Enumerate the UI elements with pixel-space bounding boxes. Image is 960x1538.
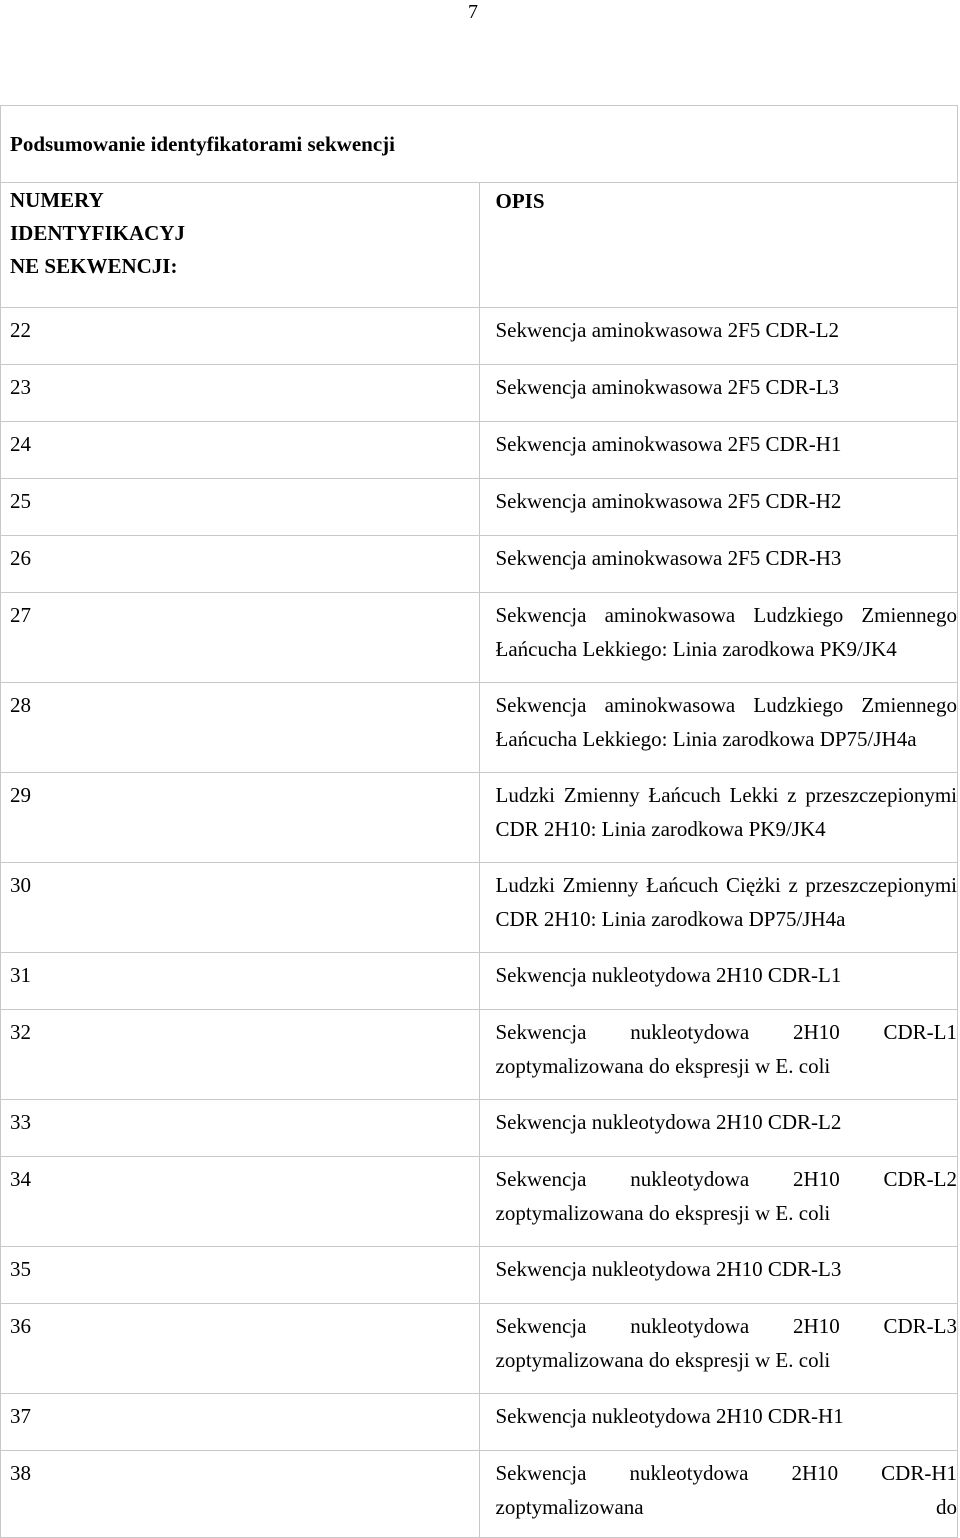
sequence-id-cell: 30 xyxy=(1,863,480,953)
sequence-id-cell: 38 xyxy=(1,1451,480,1538)
sequence-id-cell: 22 xyxy=(1,308,480,365)
sequence-description-cell: Sekwencja aminokwasowa Ludzkiego Zmiennego Łańcucha Lekkiego: Linia zarodkowa PK9/JK4 xyxy=(479,593,958,683)
sequence-id-cell: 37 xyxy=(1,1394,480,1451)
sequence-description-cell: Sekwencja aminokwasowa 2F5 CDR-H1 xyxy=(479,422,958,479)
header-id-line: NUMERY xyxy=(10,188,104,212)
sequence-description-cell: Sekwencja aminokwasowa 2F5 CDR-H3 xyxy=(479,536,958,593)
sequence-description-cell: Sekwencja nukleotydowa 2H10 CDR-L1 xyxy=(479,953,958,1010)
sequence-description-cell: Sekwencja nukleotydowa 2H10 CDR-L3 zoptymalizowana do ekspresji w E. coli xyxy=(479,1304,958,1394)
sequence-description-cell: Sekwencja nukleotydowa 2H10 CDR-L2 xyxy=(479,1100,958,1157)
sequence-id-cell: 28 xyxy=(1,683,480,773)
sequence-description-cell: Ludzki Zmienny Łańcuch Ciężki z przeszczepionymi CDR 2H10: Linia zarodkowa DP75/JH4a xyxy=(479,863,958,953)
sequence-id-cell: 32 xyxy=(1,1010,480,1100)
sequence-id-cell: 27 xyxy=(1,593,480,683)
sequence-description-cell: Sekwencja aminokwasowa 2F5 CDR-H2 xyxy=(479,479,958,536)
table-body xyxy=(1,308,958,1538)
header-id-column xyxy=(1,183,480,308)
table-row xyxy=(1,863,958,953)
table-row xyxy=(1,1010,958,1100)
sequence-summary-table xyxy=(0,105,958,1538)
sequence-description-cell: Sekwencja aminokwasowa Ludzkiego Zmiennego Łańcucha Lekkiego: Linia zarodkowa DP75/JH4a xyxy=(479,683,958,773)
sequence-description-cell: Sekwencja nukleotydowa 2H10 CDR-H1 xyxy=(479,1394,958,1451)
table-title: Podsumowanie identyfikatorami sekwencji xyxy=(1,106,958,183)
sequence-id-cell: 36 xyxy=(1,1304,480,1394)
sequence-description-cell: Sekwencja nukleotydowa 2H10 CDR-L2 zoptymalizowana do ekspresji w E. coli xyxy=(479,1157,958,1247)
header-id-line: NE SEKWENCJI: xyxy=(10,254,178,278)
sequence-id-cell: 31 xyxy=(1,953,480,1010)
table-row xyxy=(1,593,958,683)
sequence-id-cell: 23 xyxy=(1,365,480,422)
table-row xyxy=(1,308,958,365)
sequence-description-cell: Ludzki Zmienny Łańcuch Lekki z przeszczepionymi CDR 2H10: Linia zarodkowa PK9/JK4 xyxy=(479,773,958,863)
sequence-description-cell: Sekwencja aminokwasowa 2F5 CDR-L2 xyxy=(479,308,958,365)
table-row xyxy=(1,422,958,479)
sequence-description-cell: Sekwencja nukleotydowa 2H10 CDR-H1 zoptymalizowana do xyxy=(479,1451,958,1538)
table-row xyxy=(1,1100,958,1157)
sequence-description-cell: Sekwencja aminokwasowa 2F5 CDR-L3 xyxy=(479,365,958,422)
table-row xyxy=(1,1304,958,1394)
page-number: 7 xyxy=(468,1,478,23)
table-row xyxy=(1,953,958,1010)
table-row xyxy=(1,1451,958,1538)
table-row xyxy=(1,365,958,422)
sequence-id-cell: 26 xyxy=(1,536,480,593)
header-id-line: IDENTYFIKACYJ xyxy=(10,221,186,245)
sequence-id-cell: 29 xyxy=(1,773,480,863)
table-row xyxy=(1,536,958,593)
table-row xyxy=(1,683,958,773)
sequence-id-cell: 25 xyxy=(1,479,480,536)
table-row xyxy=(1,479,958,536)
sequence-description-cell: Sekwencja nukleotydowa 2H10 CDR-L1 zoptymalizowana do ekspresji w E. coli xyxy=(479,1010,958,1100)
table-header-row xyxy=(1,183,958,308)
sequence-id-cell: 35 xyxy=(1,1247,480,1304)
sequence-id-cell: 24 xyxy=(1,422,480,479)
sequence-id-cell: 33 xyxy=(1,1100,480,1157)
table-row xyxy=(1,1394,958,1451)
header-description-column: OPIS xyxy=(479,183,958,308)
sequence-id-cell: 34 xyxy=(1,1157,480,1247)
table-row xyxy=(1,773,958,863)
table-row xyxy=(1,1157,958,1247)
table-title-row xyxy=(1,106,958,183)
sequence-description-cell: Sekwencja nukleotydowa 2H10 CDR-L3 xyxy=(479,1247,958,1304)
table-row xyxy=(1,1247,958,1304)
